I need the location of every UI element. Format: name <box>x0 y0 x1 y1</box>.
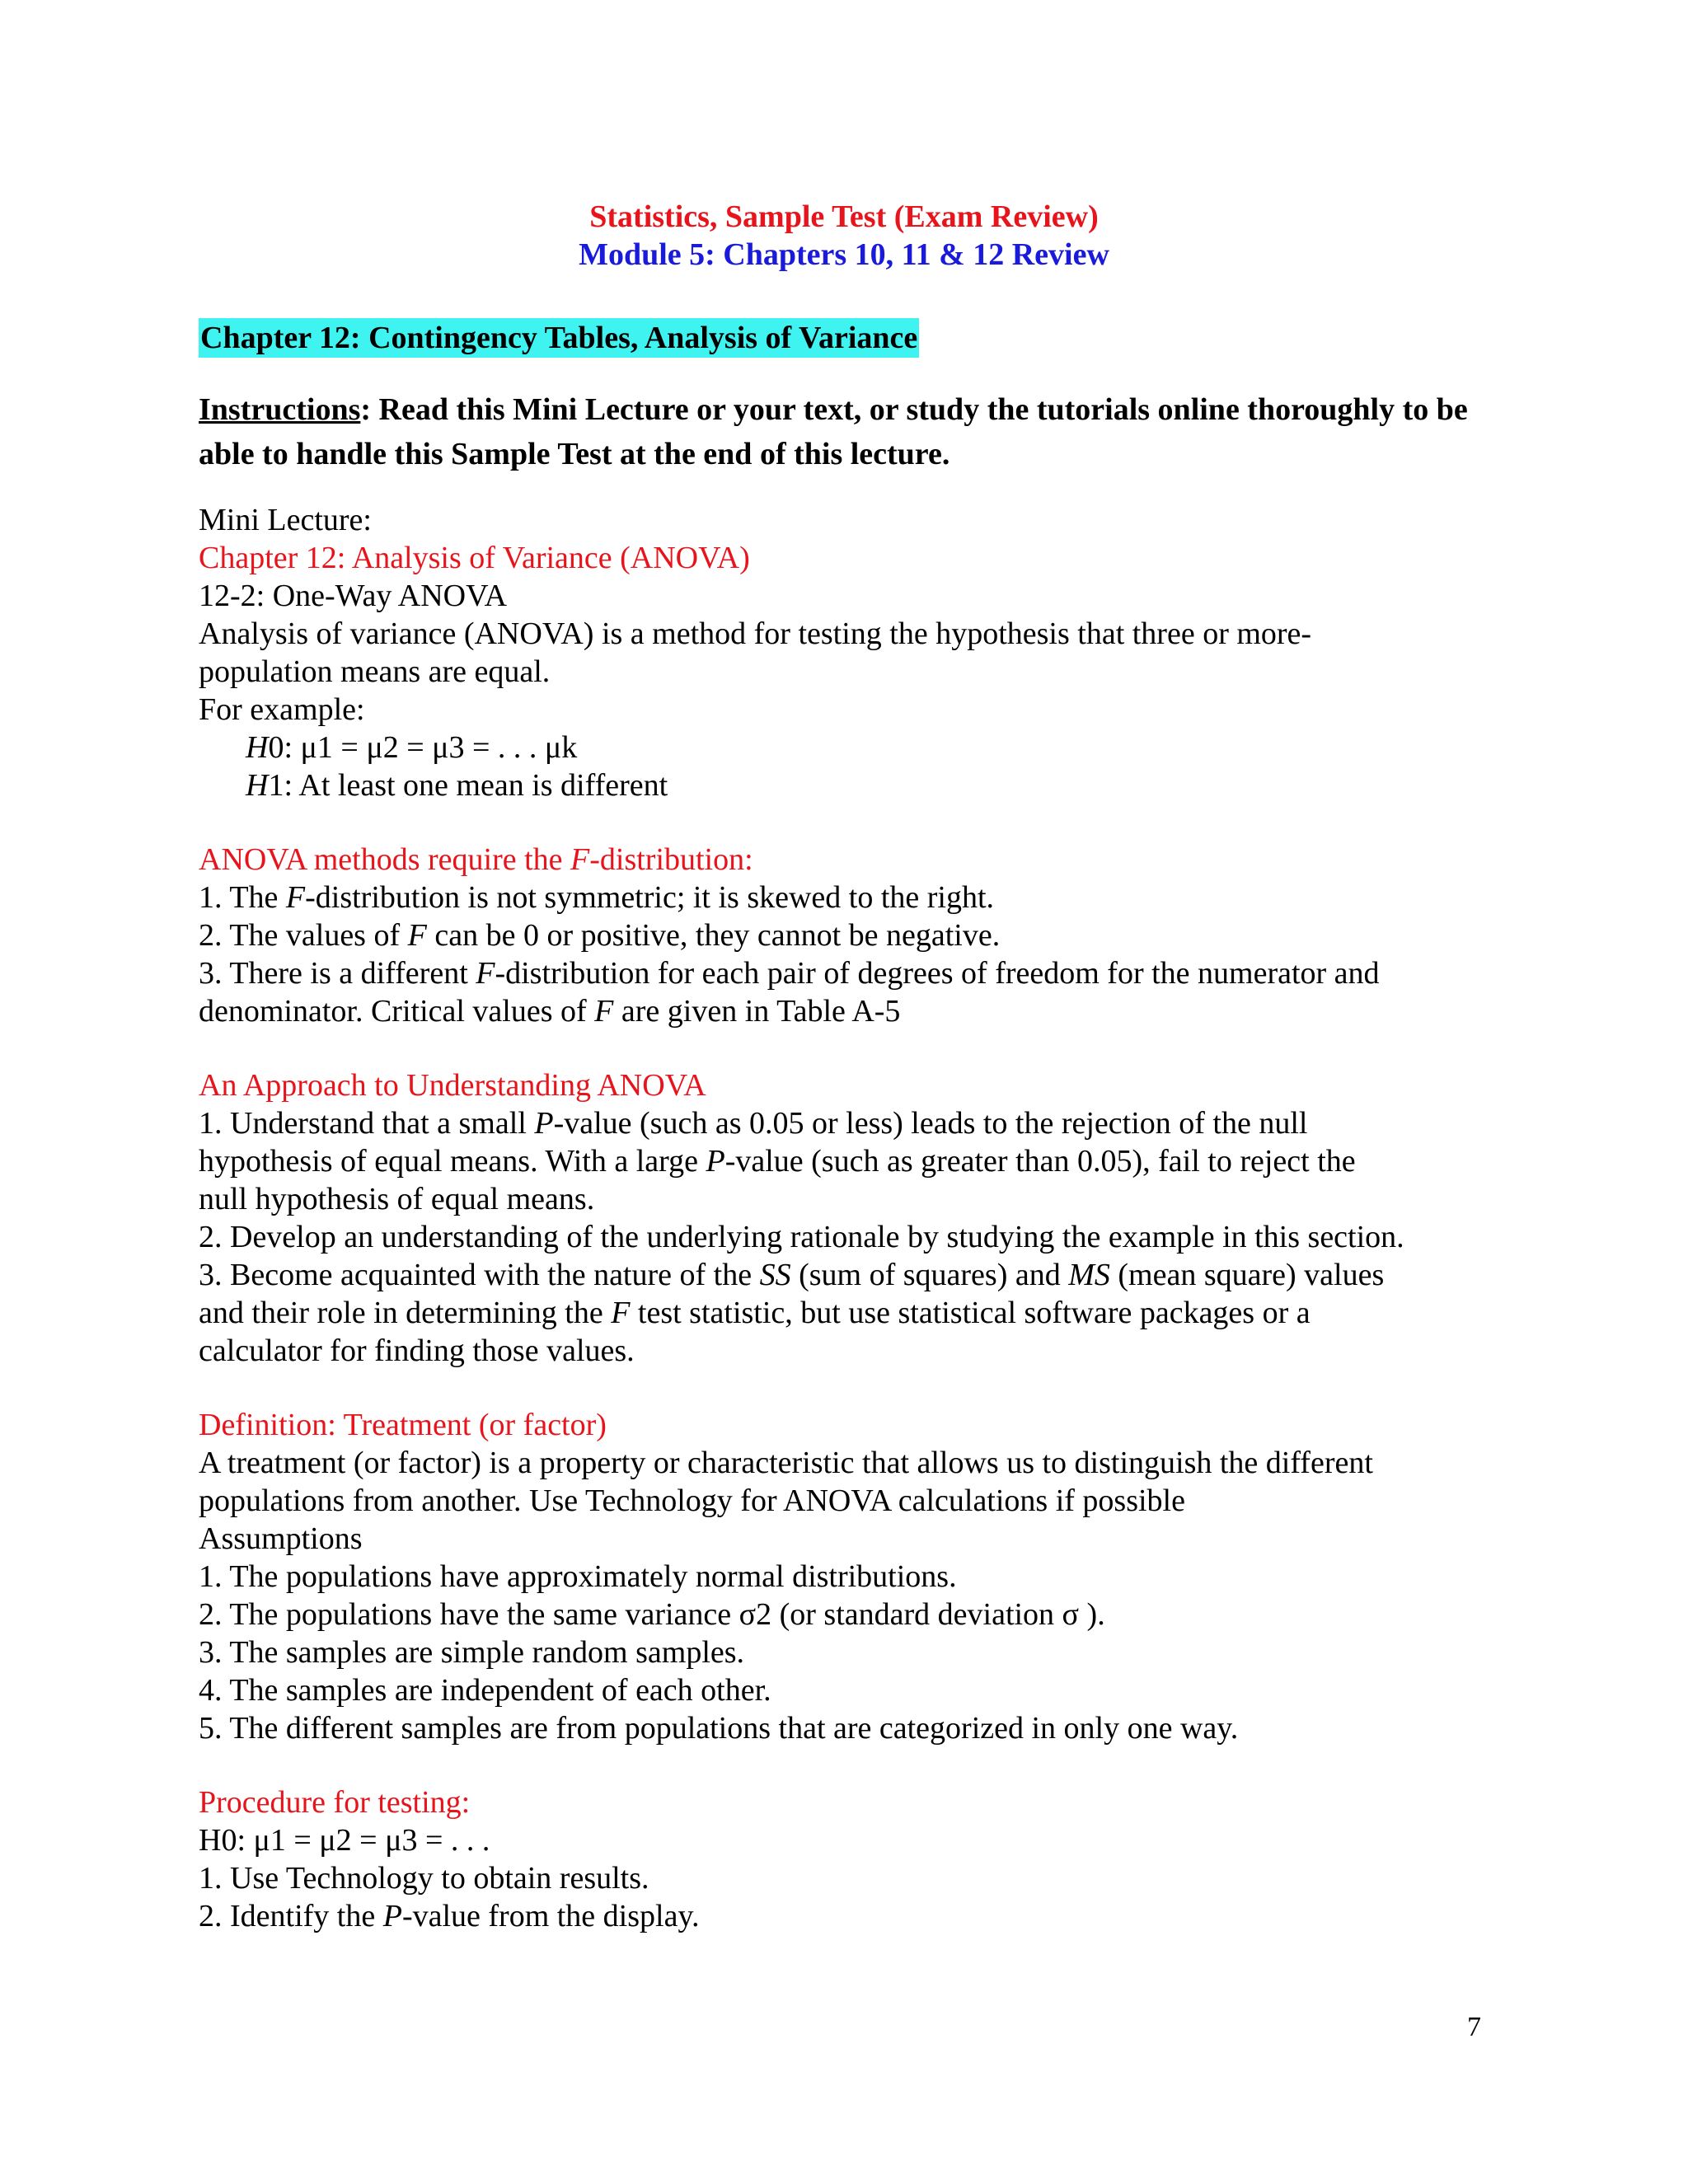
approach-line-4: 2. Develop an understanding of the underlying rationale by studying the example in this section. <box>199 1220 1404 1254</box>
procedure-step-2-pre: 2. Identify the <box>199 1899 383 1933</box>
f-item-2 <box>199 916 1517 954</box>
approach-heading: An Approach to Understanding ANOVA <box>199 1068 706 1103</box>
example-label: For example: <box>199 692 365 727</box>
approach-line-6 <box>199 1294 1517 1332</box>
chapter-12-title: Chapter 12: Analysis of Variance (ANOVA) <box>199 541 750 575</box>
definition-line-2: populations from another. Use Technology for ANOVA calculations if possible <box>199 1483 1185 1518</box>
approach-line-1 <box>199 1104 1517 1142</box>
definition-heading: Definition: Treatment (or factor) <box>199 1408 607 1442</box>
approach-l6-post: test statistic, but use statistical software packages or a <box>630 1296 1311 1330</box>
procedure-step-1: 1. Use Technology to obtain results. <box>199 1861 649 1896</box>
section-heading: 12-2: One-Way ANOVA <box>199 579 508 613</box>
f-item-3 <box>199 954 1517 992</box>
instructions-text: : Read this Mini Lecture or your text, or study the tutorials online thoroughly to be able to handle this Sample Test at the end of this lecture. <box>199 392 1468 471</box>
h0-symbol: H <box>246 730 269 765</box>
procedure-section <box>199 1783 1517 1935</box>
f-item-3b-pre: denominator. Critical values of <box>199 994 595 1029</box>
mini-lecture-label: Mini Lecture: <box>199 503 372 537</box>
f-item-3b-var: F <box>594 994 614 1029</box>
approach-l1-pre: 1. Understand that a small <box>199 1106 535 1141</box>
f-item-3-pre: 3. There is a different <box>199 956 476 991</box>
f-item-2-var: F <box>407 918 427 953</box>
procedure-step-2-var: P <box>382 1899 402 1933</box>
f-item-3b-post: are given in Table A-5 <box>613 994 901 1029</box>
approach-l5-post: (mean square) values <box>1109 1258 1385 1292</box>
f-item-1 <box>199 879 1517 916</box>
approach-l6-var: F <box>611 1296 631 1330</box>
f-distribution-heading <box>199 841 1517 879</box>
approach-l5-var1: SS <box>759 1258 791 1292</box>
f-item-3-continued <box>199 992 1517 1030</box>
approach-l5-var2: MS <box>1068 1258 1110 1292</box>
assumption-item: 4. The samples are independent of each other. <box>199 1673 771 1708</box>
anova-intro-line-1: Analysis of variance (ANOVA) is a method for testing the hypothesis that three or more- <box>199 616 1312 651</box>
h1-symbol: H <box>246 768 269 803</box>
f-item-1-pre: 1. The <box>199 880 286 915</box>
procedure-h0: H0: μ1 = μ2 = μ3 = . . . <box>199 1823 490 1858</box>
approach-l5-mid: (sum of squares) and <box>790 1258 1069 1292</box>
assumption-item: 1. The populations have approximately normal distributions. <box>199 1559 957 1594</box>
f-item-2-post: can be 0 or positive, they cannot be negative. <box>426 918 1001 953</box>
h0-text: 0: μ1 = μ2 = μ3 = . . . μk <box>268 730 578 765</box>
procedure-step-2-post: -value from the display. <box>401 1899 700 1933</box>
approach-line-5 <box>199 1256 1517 1294</box>
approach-line-7: calculator for finding those values. <box>199 1333 635 1368</box>
approach-l2-post: -value (such as greater than 0.05), fail to reject the <box>724 1144 1356 1179</box>
approach-l1-post: -value (such as 0.05 or less) leads to the rejection of the null <box>553 1106 1308 1141</box>
approach-l2-pre: hypothesis of equal means. With a large <box>199 1144 706 1179</box>
approach-line-3: null hypothesis of equal means. <box>199 1182 595 1216</box>
definition-line-1: A treatment (or factor) is a property or characteristic that allows us to distinguish the different <box>199 1446 1373 1480</box>
assumption-item: 2. The populations have the same variance σ2 (or standard deviation σ ). <box>199 1597 1105 1632</box>
f-item-3-var: F <box>476 956 495 991</box>
f-item-1-post: -distribution is not symmetric; it is skewed to the right. <box>305 880 995 915</box>
f-distribution-section <box>199 841 1517 1030</box>
approach-line-2 <box>199 1142 1517 1180</box>
f-item-1-var: F <box>285 880 306 915</box>
procedure-heading: Procedure for testing: <box>199 1785 471 1820</box>
f-item-3-post: -distribution for each pair of degrees of freedom for the numerator and <box>495 956 1380 991</box>
approach-l5-pre: 3. Become acquainted with the nature of the <box>199 1258 760 1292</box>
instructions-label: Instructions <box>199 392 361 427</box>
f-item-2-pre: 2. The values of <box>199 918 408 953</box>
f-heading-var: F <box>570 842 590 877</box>
mini-lecture-section <box>199 501 1517 804</box>
assumption-item: 5. The different samples are from populations that are categorized in only one way. <box>199 1711 1239 1746</box>
h1-text: 1: At least one mean is different <box>268 768 668 803</box>
chapter-heading: Chapter 12: Contingency Tables, Analysis of Variance <box>199 318 919 358</box>
f-heading-pre: ANOVA methods require the <box>199 842 571 877</box>
procedure-step-2 <box>199 1897 1517 1935</box>
approach-section <box>199 1066 1517 1370</box>
assumptions-label: Assumptions <box>199 1521 363 1556</box>
f-heading-post: -distribution: <box>589 842 753 877</box>
approach-l2-var: P <box>706 1144 725 1179</box>
alternative-hypothesis <box>199 766 1517 804</box>
definition-section <box>199 1406 1517 1747</box>
assumption-item: 3. The samples are simple random samples. <box>199 1635 745 1670</box>
document-subtitle: Module 5: Chapters 10, 11 & 12 Review <box>579 237 1109 272</box>
document-title: Statistics, Sample Test (Exam Review) <box>589 199 1099 234</box>
approach-l1-var: P <box>534 1106 554 1141</box>
page-number: 7 <box>1467 2012 1481 2042</box>
anova-intro-line-2: population means are equal. <box>199 654 551 689</box>
instructions-paragraph <box>199 387 1501 476</box>
approach-l6-pre: and their role in determining the <box>199 1296 612 1330</box>
null-hypothesis <box>199 729 1517 766</box>
